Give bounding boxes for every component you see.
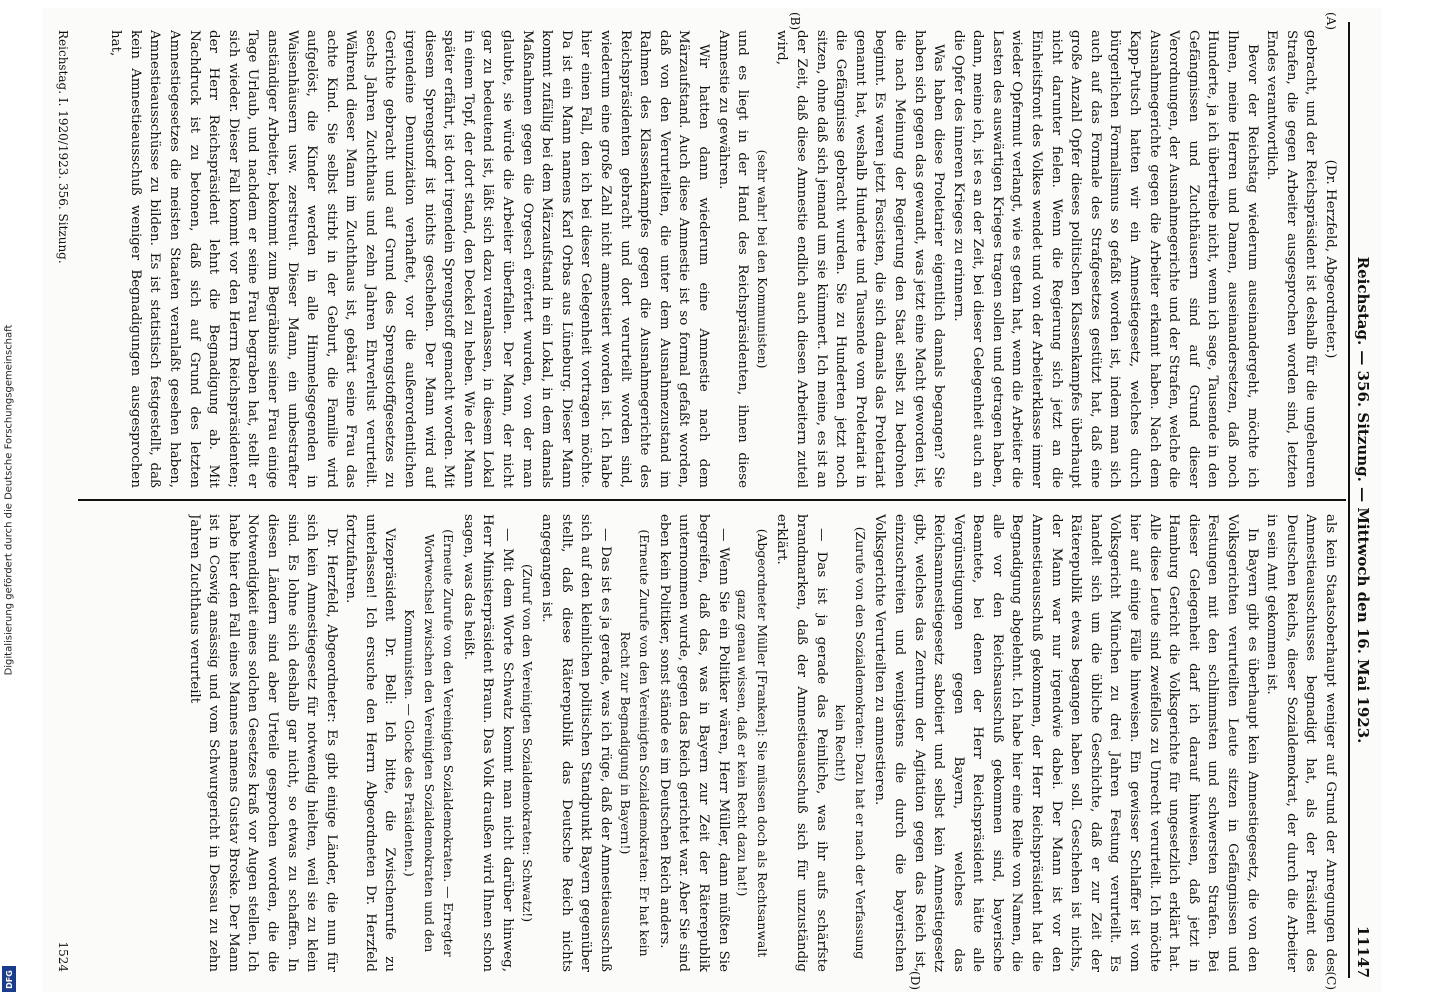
digitisation-credit: Digitalisierung gefördert durch die Deutsche Forschungsgemeinschaft	[3, 324, 15, 676]
paragraph: als kein Staatsoberhaupt weniger auf Grund der Anregungen des Amnestieausschusses begnadigt hat, als der Präsident des Deutschen Reichs, dieser Sozialdemokrat, der durch die Arbeiter in sein Amt gekommen ist.	[1264, 514, 1338, 972]
paragraph: Was haben diese Proletarier eigentlich damals begangen? Sie haben sich gegen das gewandt, was jetzt eine Macht geworden ist, die nach Meinung der Regierung den Staat selbst zu bedrohen beginnt. Es waren jetzt Fascisten, die sich damals das Proletariat genannt hat, weshalb Hunderte und Tausende vom Proletariat in die Gefängnisse gebracht wurden. Sie zu Hunderten jetzt noch sitzen, ohne daß sich jemand um sie kümmert. Ich meine, es ist an der Zeit, daß diese Amnestie endlich auch diesen Arbeitern zuteil wird,	[774, 30, 947, 488]
paragraph: Bevor der Reichstag wiederum auseinandergeht, möchte ich Ihnen, meine Herren und Damen, auseinandersetzen, daß noch Hunderte, ja ich übertreibe nicht, wenn ich sage, Tausende in den Gefängnissen und Zuchthäusern sind auf Grund dieser Verordnungen, der Ausnahmegerichte und der Strafen, welche die Ausnahmegerichte gegen die Arbeiter erkannt haben. Nach dem Kapp-Putsch hatten wir ein Amnestiegesetz, welches durch bürgerlichen Formalismus so gefaßt worden ist, indem man sich auch auf das Formale des Strafgesetzes gestützt hat, daß eine große Anzahl Opfer dieses politischen Klassenkampfes überhaupt nicht darunter fielen. Wenn die Regierung sich jetzt an die Einheitsfront des Volkes wendet und von der Arbeiterklasse immer wieder Opfermut verlangt, wie es getan hat, wenn die Arbeiter die Lasten des auswärtigen Krieges tragen sollen und getragen haben, dann, meine ich, ist es an der Zeit, bei dieser Gelegenheit auch an die Opfer des inneren Krieges zu erinnern.	[950, 30, 1260, 488]
interjection: (Erneute Zurufe von den Vereinigten Sozialdemokraten. — Erregter Wortwechsel zwischen den Vereinigten Sozialdemokraten und den Kommunisten. — Glocke des Präsidenten.)	[402, 529, 457, 957]
margin-mark-c: (C)	[1324, 971, 1338, 990]
president-remark: Vizepräsident Dr. Bell: Ich bitte, die Zwischenrufe zu unterlassen! Ich ersuche den Herrn Abgeordneten Dr. Herzfeld fortzufahren.	[343, 514, 398, 972]
interjection: (Erneute Zurufe von den Vereinigten Sozialdemokraten: Er hat kein Recht zur Begnadigung in Bayern!)	[617, 529, 653, 957]
paragraph: — Das ist ja gerade das Peinliche, was ihr aufs schärfste brandmarken, daß der Amnestieausschuß sich für unzuständig erklärt.	[774, 514, 829, 972]
paragraph: Wir hatten dann wiederum eine Amnestie nach dem Märzaufstand. Auch diese Amnestie ist so formal gefaßt worden, daß von den Verurteilten, die unter dem Ausnahmezustand im Rahmen des Klassenkampfes gegen die Ausnahmegerichte des Reichspräsidenten gebracht und dort verurteilt worden sind, wiederum eine große Zahl nicht amnestiert worden ist. Ich habe hier einen Fall, den ich bei dieser Gelegenheit vortragen möchte. Da ist ein Mann namens Karl Orbas aus Lüneburg. Dieser Mann kommt zufällig bei dem Märzaufstand in ein Lokal, in dem damals Maßnahmen gegen die Orgesch erörtert wurden, von der man glaubte, sie würde die Arbeiter überfallen. Der Mann, der nicht gar zu bedeutend ist, läßt sich dazu veranlassen, in diesem Lokal in einem Topf, der dort stand, den Deckel zu heben. Wie der Mann später erfährt, ist dort irgendein Sprengstoff gemacht worden. Mit diesem Sprengstoff ist nichts geschehen. Der Mann wird auf irgendeine Denunziation verhaftet, vor die außerordentlichen Gerichte gebracht und auf Grund des Sprengstoffgesetzes zu sechs Jahren Zuchthaus und zehn Jahren Ehrverlust verurteilt. Während dieser Mann im Zuchthaus ist, gebärt seine Frau das achte Kind. Sie selbst stirbt in der Geburt, die Familie wird aufgelöst, die Kinder werden in alle Himmelsgegenden in Waisenhäusern usw. zerstreut. Dieser Mann, ein unbestrafter anständiger Arbeiter, bekommt zum Begräbnis seiner Frau einige Tage Urlaub, und nachdem er seine Frau begraben hat, stellt er sich wieder. Dieser Fall kommt vor den Herrn Reichspräsidenten; der Herr Reichspräsident lehnt die Begnadigung ab. Mit Nachdruck ist zu betonen, daß sich auf Grund des letzten Amnestiegesetzes die meisten Staaten veranlaßt gesehen haben, Amnestieausschüsse zu bilden. Es ist statistisch festgestellt, daß kein Amnestieausschuß weniger Begnadigungen ausgesprochen hat,	[108, 30, 711, 488]
margin-mark-d: (D)	[908, 971, 922, 990]
header-rule	[1348, 22, 1350, 978]
footer-session: Reichstag. I. 1920/1923. 356. Sitzung.	[56, 30, 70, 264]
paragraph: In Bayern gibt es überhaupt kein Amnestiegesetz, die von den Volksgerichten verurteilten Leute sitzen in Gefängnissen und Festungen mit den schlimmsten und schwersten Strafen. Bei dieser Gelegenheit darf ich darauf hinweisen, daß jetzt in Hamburg Gericht die Volksgerichte für ungesetzlich erklärt hat. Alle diese Leute sind zweifellos zu Unrecht verurteilt. Ich möchte hier auf einige Fälle hinweisen. Ein gewisser Schlaffer ist vom Volksgericht München zu drei Jahren Festung verurteilt. Es handelt sich um die übliche Geschichte, daß er zur Zeit der Räterepublik etwas begangen haben soll. Geschehen ist nichts, der Mann war nur irgendwie dabei. Der Mann ist vor den Amnestieausschuß gekommen, der Herr Reichspräsident hat die Begnadigung abgelehnt. Ich habe hier eine Reihe von Namen, die alle vor den Reichsausschuß gekommen sind, bayerische Beamtete, bei denen der Herr Reichspräsident hätte alle Vergünstigungen gegen Bayern, welches das Reichsamnestiegesetz sabotiert und selbst kein Amnestiegesetz gibt, welches das Zentrum der Agitation gegen das Reich ist, einzuschreiten und wenigstens die durch die bayerischen Volksgerichte Verurteilten zu amnestieren.	[872, 514, 1260, 972]
footer-page-number: 1524	[56, 941, 70, 972]
dfg-logo: DFG	[2, 966, 16, 992]
interjection: (Abgeordneter Müller [Franken]: Sie müssen doch als Rechtsanwalt ganz genau wissen, daß er kein Recht dazu hat!)	[735, 528, 770, 958]
paragraph: und es liegt in der Hand des Reichspräsidenten, ihnen diese Amnestie zu gewähren.	[715, 30, 751, 488]
left-column	[88, 30, 1340, 488]
page-number: 11147	[1354, 925, 1372, 978]
paragraph: Dr. Herzfeld, Abgeordneter: Es gibt einige Länder, die nun für sich kein Amnestiegesetz für notwendig hielten, weil sie zu klein sind. Es lohne sich deshalb gar nicht, so etwas zu schaffen. In diesen Ländern sind aber Urteile gesprochen worden, die die Notwendigkeit eines solchen Gesetzes kraß vor Augen stellen. Ich habe hier den Fall eines Mannes namens Gustav Broske. Der Mann ist in Coswig ansässig und vom Schwurgericht in Dessau zu zehn Jahren Zuchthaus verurteilt	[186, 514, 339, 972]
page-header	[1346, 22, 1376, 978]
paragraph: — Das ist es ja gerade, was ich rüge, daß der Amnestieausschuß sich auf den kleinlichen politischen Standpunkt Bayern gegenüber stellt, daß diese Räterepublik das Deutsche Reich nichts angegangen ist.	[539, 514, 614, 972]
header-title: Reichstag. — 356. Sitzung. — Mittwoch den 16. Mai 1923.	[1354, 256, 1372, 744]
right-column	[88, 514, 1340, 972]
paragraph: gebracht, und der Reichspräsident ist deshalb für die ungeheuren Strafen, die gegen Arbeiter ausgesprochen worden sind, letzten Endes verantwortlich.	[1264, 30, 1319, 488]
rotated-page-content	[42, 8, 1382, 992]
column-divider	[78, 499, 1346, 501]
margin-mark-b: (B)	[788, 12, 802, 31]
interjection: (Zurufe von den Sozialdemokraten: Dazu hat er nach der Verfassung kein Recht!)	[833, 526, 868, 960]
interjection: (Zuruf von den Vereinigten Sozialdemokraten: Schwatz!)	[519, 563, 535, 923]
digitisation-sidebar	[0, 0, 18, 1000]
margin-mark-a: (A)	[1324, 12, 1338, 31]
paragraph: — Mit dem Worte Schwatz kommt man nicht darüber hinweg, Herr Ministerpräsident Braun. Das Volk draußen wird Ihnen schon sagen, was das heißt.	[460, 514, 516, 972]
speaker-tag: (Dr. Herzfeld, Abgeordneter.)	[1323, 159, 1338, 359]
scanned-page	[42, 8, 1382, 992]
interjection: (sehr wahr! bei den Kommunisten)	[754, 149, 770, 369]
paragraph: — Wenn Sie ein Politiker wären, Herr Müller, dann müßten Sie begreifen, daß das, was in Bayern zur Zeit der Räterepublik unternommen wurde, gegen das Reich gerichtet war. Aber Sie sind eben kein Politiker, sonst stände es im Deutschen Reich anders.	[656, 514, 731, 972]
